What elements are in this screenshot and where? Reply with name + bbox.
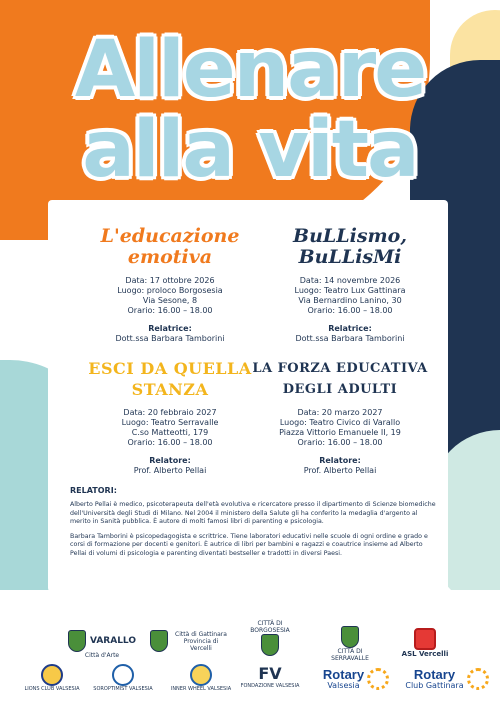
- rotary-word: Rotary: [413, 667, 456, 682]
- inner-wheel-icon: [190, 664, 212, 686]
- coat-of-arms-icon: [150, 630, 168, 652]
- coat-of-arms-icon: [261, 634, 279, 656]
- event-address: Via Bernardino Lanino, 30: [298, 296, 402, 305]
- lions-name: LIONS CLUB VALSESIA: [24, 686, 80, 692]
- bio-pellai: Alberto Pellai è medico, psicoterapeuta dell'età evolutiva e ricercatore presso il dipartimento di Scienze biomediche dell'Università degli Studi di Milano. Nel 2004 il ministero della Salute gli ha conferito la medaglia d'argento al merito in Sanità pubblica. È autore di molti famosi libri di parenting e psicologia.: [70, 501, 436, 526]
- event-role: Relatrice:: [148, 324, 192, 333]
- bio-tamborini: Barbara Tamborini è psicopedagogista e scrittrice. Tiene laboratori educativi nelle scuole di ogni ordine e grado e corsi di formazione per docenti e genitori. È autrice di libri per bambini e ragazzi e coautrice insieme ad Alberto Pellai di volumi di psicologia e parenting diventati bestseller e tradotti in diversi Paesi.: [70, 532, 428, 557]
- logo-fondazione-valsesia: [238, 664, 302, 690]
- event-place: Luogo: Teatro Lux Gattinara: [294, 286, 406, 295]
- logo-rotary-gattinara: [404, 668, 490, 690]
- event-address: Via Sesone, 8: [142, 296, 198, 305]
- event-title: L'educazione emotiva: [100, 225, 240, 268]
- serravalle-name: CITTÀ DI SERRAVALLE: [331, 648, 369, 662]
- poster-title: [0, 25, 500, 195]
- rotary-sub: Valsesia: [327, 681, 360, 690]
- title-line-2: alla vita: [82, 105, 418, 195]
- logo-gattinara: [150, 630, 230, 652]
- asl-name: ASL Vercelli: [401, 650, 449, 658]
- logo-soroptimist: [88, 664, 158, 693]
- fv-mark: FV: [258, 664, 282, 683]
- event-role: Relatore:: [149, 456, 191, 465]
- event-place: Luogo: proloco Borgosesia: [117, 286, 223, 295]
- event-speaker: Dott.ssa Barbara Tamborini: [115, 334, 225, 343]
- varallo-name: VARALLO: [89, 636, 136, 646]
- logo-asl: [395, 628, 455, 658]
- varallo-sub: Città d'Arte: [84, 652, 120, 659]
- event-esci: [75, 358, 265, 476]
- soroptimist-name: SOROPTIMIST VALSESIA: [93, 686, 153, 692]
- relatori-section: [70, 486, 440, 565]
- logo-inner-wheel: [166, 664, 236, 693]
- event-role: Relatrice:: [328, 324, 372, 333]
- event-date: Data: 20 febbraio 2027: [123, 408, 217, 417]
- logo-serravalle: [320, 626, 380, 662]
- coat-of-arms-icon: [68, 630, 86, 652]
- event-time: Orario: 16.00 – 18.00: [127, 438, 213, 447]
- inner-wheel-name: INNER WHEEL VALSESIA: [170, 686, 232, 692]
- logo-lions: [22, 664, 82, 693]
- event-date: Data: 20 marzo 2027: [297, 408, 383, 417]
- sponsor-logos: [0, 612, 500, 707]
- event-title: BuLLismo, BuLLisMi: [293, 225, 407, 268]
- rotary-wheel-icon: [467, 668, 489, 690]
- gattinara-name: Città di Gattinara: [175, 630, 227, 638]
- event-speaker: Dott.ssa Barbara Tamborini: [295, 334, 405, 343]
- event-time: Orario: 16.00 – 18.00: [127, 306, 213, 315]
- event-place: Luogo: Teatro Serravalle: [121, 418, 219, 427]
- gattinara-sub: Provincia di Vercelli: [183, 637, 219, 652]
- event-address: Piazza Vittorio Emanuele II, 19: [279, 428, 401, 437]
- event-title: LA FORZA EDUCATIVA DEGLI ADULTI: [252, 361, 428, 397]
- fv-sub: FONDAZIONE VALSESIA: [240, 683, 300, 689]
- asl-icon: [414, 628, 436, 650]
- soroptimist-icon: [112, 664, 134, 686]
- title-line-1: Allenare: [74, 25, 426, 115]
- rotary-wheel-icon: [367, 668, 389, 690]
- logo-rotary-valsesia: [316, 668, 396, 690]
- event-bullismo: [255, 226, 445, 344]
- logo-borgosesia: [240, 620, 300, 656]
- event-time: Orario: 16.00 – 18.00: [297, 438, 383, 447]
- event-emotiva: [75, 226, 265, 344]
- event-role: Relatore:: [319, 456, 361, 465]
- event-title: ESCI DA QUELLA STANZA: [88, 359, 252, 399]
- relatori-heading: RELATORI:: [70, 486, 117, 495]
- event-place: Luogo: Teatro Civico di Varallo: [279, 418, 401, 427]
- rotary-word: Rotary: [322, 667, 365, 682]
- event-forza-educativa: [240, 358, 440, 476]
- event-date: Data: 14 novembre 2026: [299, 276, 401, 285]
- coat-of-arms-icon: [341, 626, 359, 648]
- event-date: Data: 17 ottobre 2026: [125, 276, 215, 285]
- logo-varallo: [62, 630, 142, 659]
- borgosesia-name: CITTÀ DI BORGOSESIA: [250, 620, 290, 634]
- event-speaker: Prof. Alberto Pellai: [303, 466, 377, 475]
- rotary-sub: Club Gattinara: [405, 681, 464, 690]
- lions-icon: [41, 664, 63, 686]
- event-time: Orario: 16.00 – 18.00: [307, 306, 393, 315]
- event-address: C.so Matteotti, 179: [131, 428, 209, 437]
- event-speaker: Prof. Alberto Pellai: [133, 466, 207, 475]
